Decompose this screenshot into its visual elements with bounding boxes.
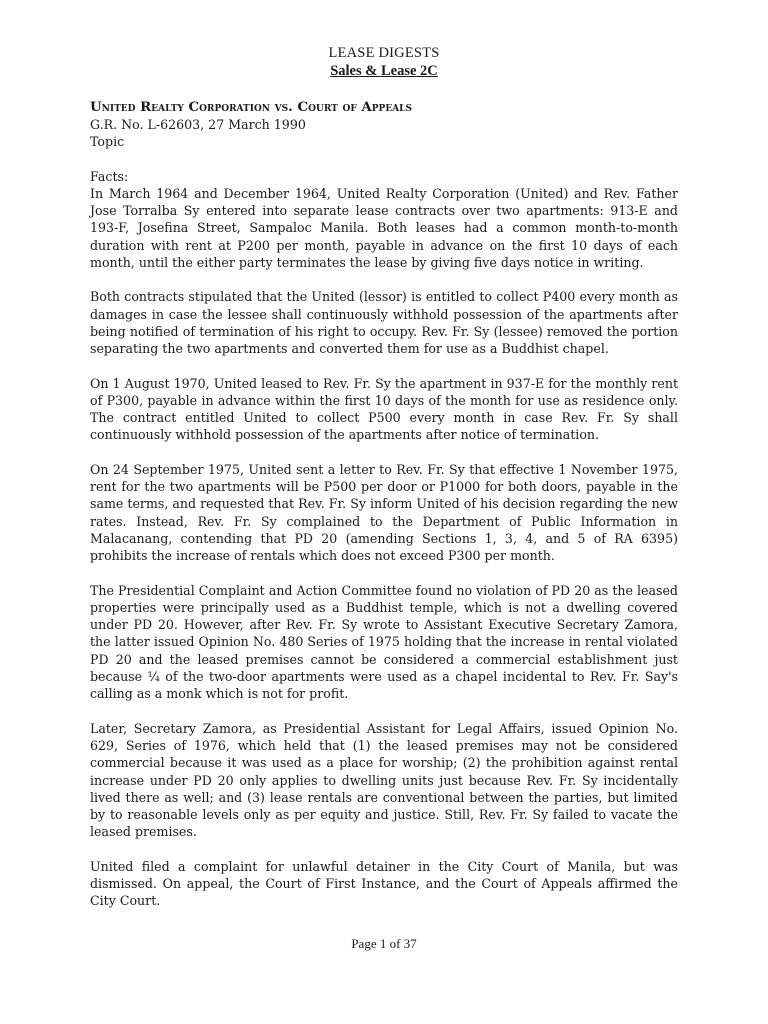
document-body: [90, 98, 678, 927]
spacer: [90, 151, 678, 168]
paragraph: Later, Secretary Zamora, as Presidential Assistant for Legal Affairs, issued Opinion No. 629, Series of 1976, which held that (1) the leased premises may not be considered commercial because it was used as a place for worship; (2) the prohibition against rental increase under PD 20 only applies to dwelling units just because Rev. Fr. Sy incidentally lived there as well; and (3) lease rentals are conventional between the parties, but limited by to reasonable levels only as per equity and justice. Still, Rev. Fr. Sy failed to vacate the leased premises.: [90, 720, 678, 840]
paragraph: United filed a complaint for unlawful detainer in the City Court of Manila, but was dismissed. On appeal, the Court of First Instance, and the Court of Appeals affirmed the City Court.: [90, 858, 678, 909]
document-subtitle: Sales & Lease 2C: [330, 63, 438, 79]
paragraph: On 24 September 1975, United sent a letter to Rev. Fr. Sy that effective 1 November 1975, rent for the two apartments will be P500 per door or P1000 for both doors, payable in the same terms, and requested that Rev. Fr. Sy inform United of his decision regarding the new rates. Instead, Rev. Fr. Sy complained to the Department of Public Information in Malacanang, contending that PD 20 (amending Sections 1, 3, 4, and 5 of RA 6395) prohibits the increase of rentals which does not exceed P300 per month.: [90, 461, 678, 564]
paragraph: On 1 August 1970, United leased to Rev. Fr. Sy the apartment in 937-E for the monthly rent of P300, payable in advance within the first 10 days of the month for use as residence only. The contract entitled United to collect P500 every month in case Rev. Fr. Sy shall continuously withhold possession of the apartments after notice of termination.: [90, 375, 678, 443]
case-title: United Realty Corporation vs. Court of Appeals: [90, 99, 412, 115]
section-label-facts: Facts:: [90, 168, 129, 184]
paragraph: Both contracts stipulated that the United (lessor) is entitled to collect P400 every month as damages in case the lessee shall continuously withhold possession of the apartments after being notified of termination of his right to occupy. Rev. Fr. Sy (lessee) removed the portion separating the two apartments and converted them for use as a Buddhist chapel.: [90, 289, 678, 357]
case-topic: Topic: [90, 134, 125, 150]
paragraph: The Presidential Complaint and Action Committee found no violation of PD 20 as the leased properties were principally used as a Buddhist temple, which is not a dwelling covered under PD 20. However, after Rev. Fr. Sy wrote to Assistant Executive Secretary Zamora, the latter issued Opinion No. 480 Series of 1975 holding that the increase in rental violated PD 20 and the leased premises cannot be considered a commercial establishment just because ¼ of the two-door apartments were used as a chapel incidental to Rev. Fr. Say's calling as a monk which is not for profit.: [90, 582, 678, 702]
document-header: [0, 44, 768, 80]
page-number: Page 1 of 37: [351, 936, 417, 951]
document-title: LEASE DIGESTS: [328, 45, 440, 61]
case-gr-number: G.R. No. L-62603, 27 March 1990: [90, 117, 306, 132]
paragraph: In March 1964 and December 1964, United Realty Corporation (United) and Rev. Father Jose Torralba Sy entered into separate lease contracts over two apartments: 913-E and 193-F, Josefina Street, Sampaloc Manila. Both leases had a common month-to-month duration with rent at P200 per month, payable in advance on the first 10 days of each month, until the either party terminates the lease by giving five days notice in writing.: [90, 185, 678, 271]
